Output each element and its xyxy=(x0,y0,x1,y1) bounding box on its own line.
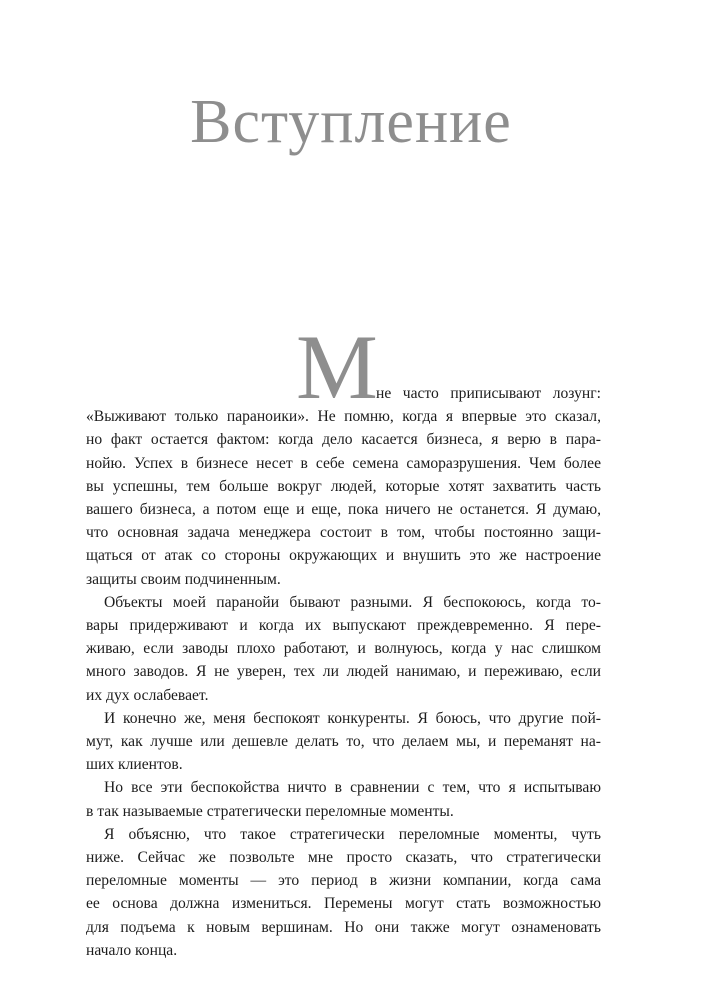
text-line: И конечно же, меня беспокоят конкуренты. Я боюсь, что другие пой- xyxy=(104,709,601,727)
text-line: Я объясню, что такое стратегически переломные моменты, чуть xyxy=(104,825,601,843)
paragraph xyxy=(86,707,601,777)
text-line: ее основа должна измениться. Перемены могут стать возможностью xyxy=(86,895,601,913)
text-line: для подъема к новым вершинам. Но они также могут ознаменовать xyxy=(86,918,601,936)
text-line: щаться от атак со стороны окружающих и внушить это же настроение xyxy=(86,547,601,565)
paragraph xyxy=(86,382,601,591)
text-line: много заводов. Я не уверен, тех ли людей нанимаю, и переживаю, если xyxy=(86,663,601,681)
text-line: Объекты моей паранойи бывают разными. Я беспокоюсь, когда то- xyxy=(104,593,601,611)
paragraph xyxy=(86,591,601,707)
paragraph xyxy=(86,823,601,962)
drop-cap: М xyxy=(296,316,378,418)
text-line: в так называемые стратегически переломные моменты. xyxy=(86,802,454,820)
text-line: защиты своим подчиненным. xyxy=(86,570,281,588)
text-line: не часто приписывают лозунг: xyxy=(376,385,601,402)
text-line: вы успешны, тем больше вокруг людей, которые хотят захватить часть xyxy=(86,477,601,495)
text-line: что основная задача менеджера состоит в том, чтобы постоянно защи- xyxy=(86,524,601,542)
text-line: переломные моменты — это период в жизни компании, когда сама xyxy=(86,872,601,890)
text-line: ших клиентов. xyxy=(86,756,183,774)
text-line: вашего бизнеса, а потом еще и еще, пока ничего не останется. Я думаю, xyxy=(86,501,601,519)
text-line: нойю. Успех в бизнесе несет в себе семена саморазрушения. Чем более xyxy=(86,454,601,472)
text-line: Но все эти беспокойства ничто в сравнении с тем, что я испытываю xyxy=(104,779,601,797)
text-line: но факт остается фактом: когда дело касается бизнеса, я верю в пара- xyxy=(86,431,601,449)
text-line: живаю, если заводы плохо работают, и волнуюсь, когда у нас слишком xyxy=(86,640,601,658)
text-line: начало конца. xyxy=(86,941,178,959)
text-line: их дух ослабевает. xyxy=(86,686,209,704)
text-line: «Выживают только параноики». Не помню, когда я впервые это сказал, xyxy=(86,408,601,426)
text-line: вары придерживают и когда их выпускают преждевременно. Я пере- xyxy=(86,617,601,635)
paragraph xyxy=(86,776,601,822)
text-line: ниже. Сейчас же позвольте мне просто сказать, что стратегически xyxy=(86,849,601,867)
chapter-title: Вступление xyxy=(190,88,512,156)
chapter-body xyxy=(86,382,601,962)
text-line: мут, как лучше или дешевле делать то, что делаем мы, и переманят на- xyxy=(86,733,601,751)
